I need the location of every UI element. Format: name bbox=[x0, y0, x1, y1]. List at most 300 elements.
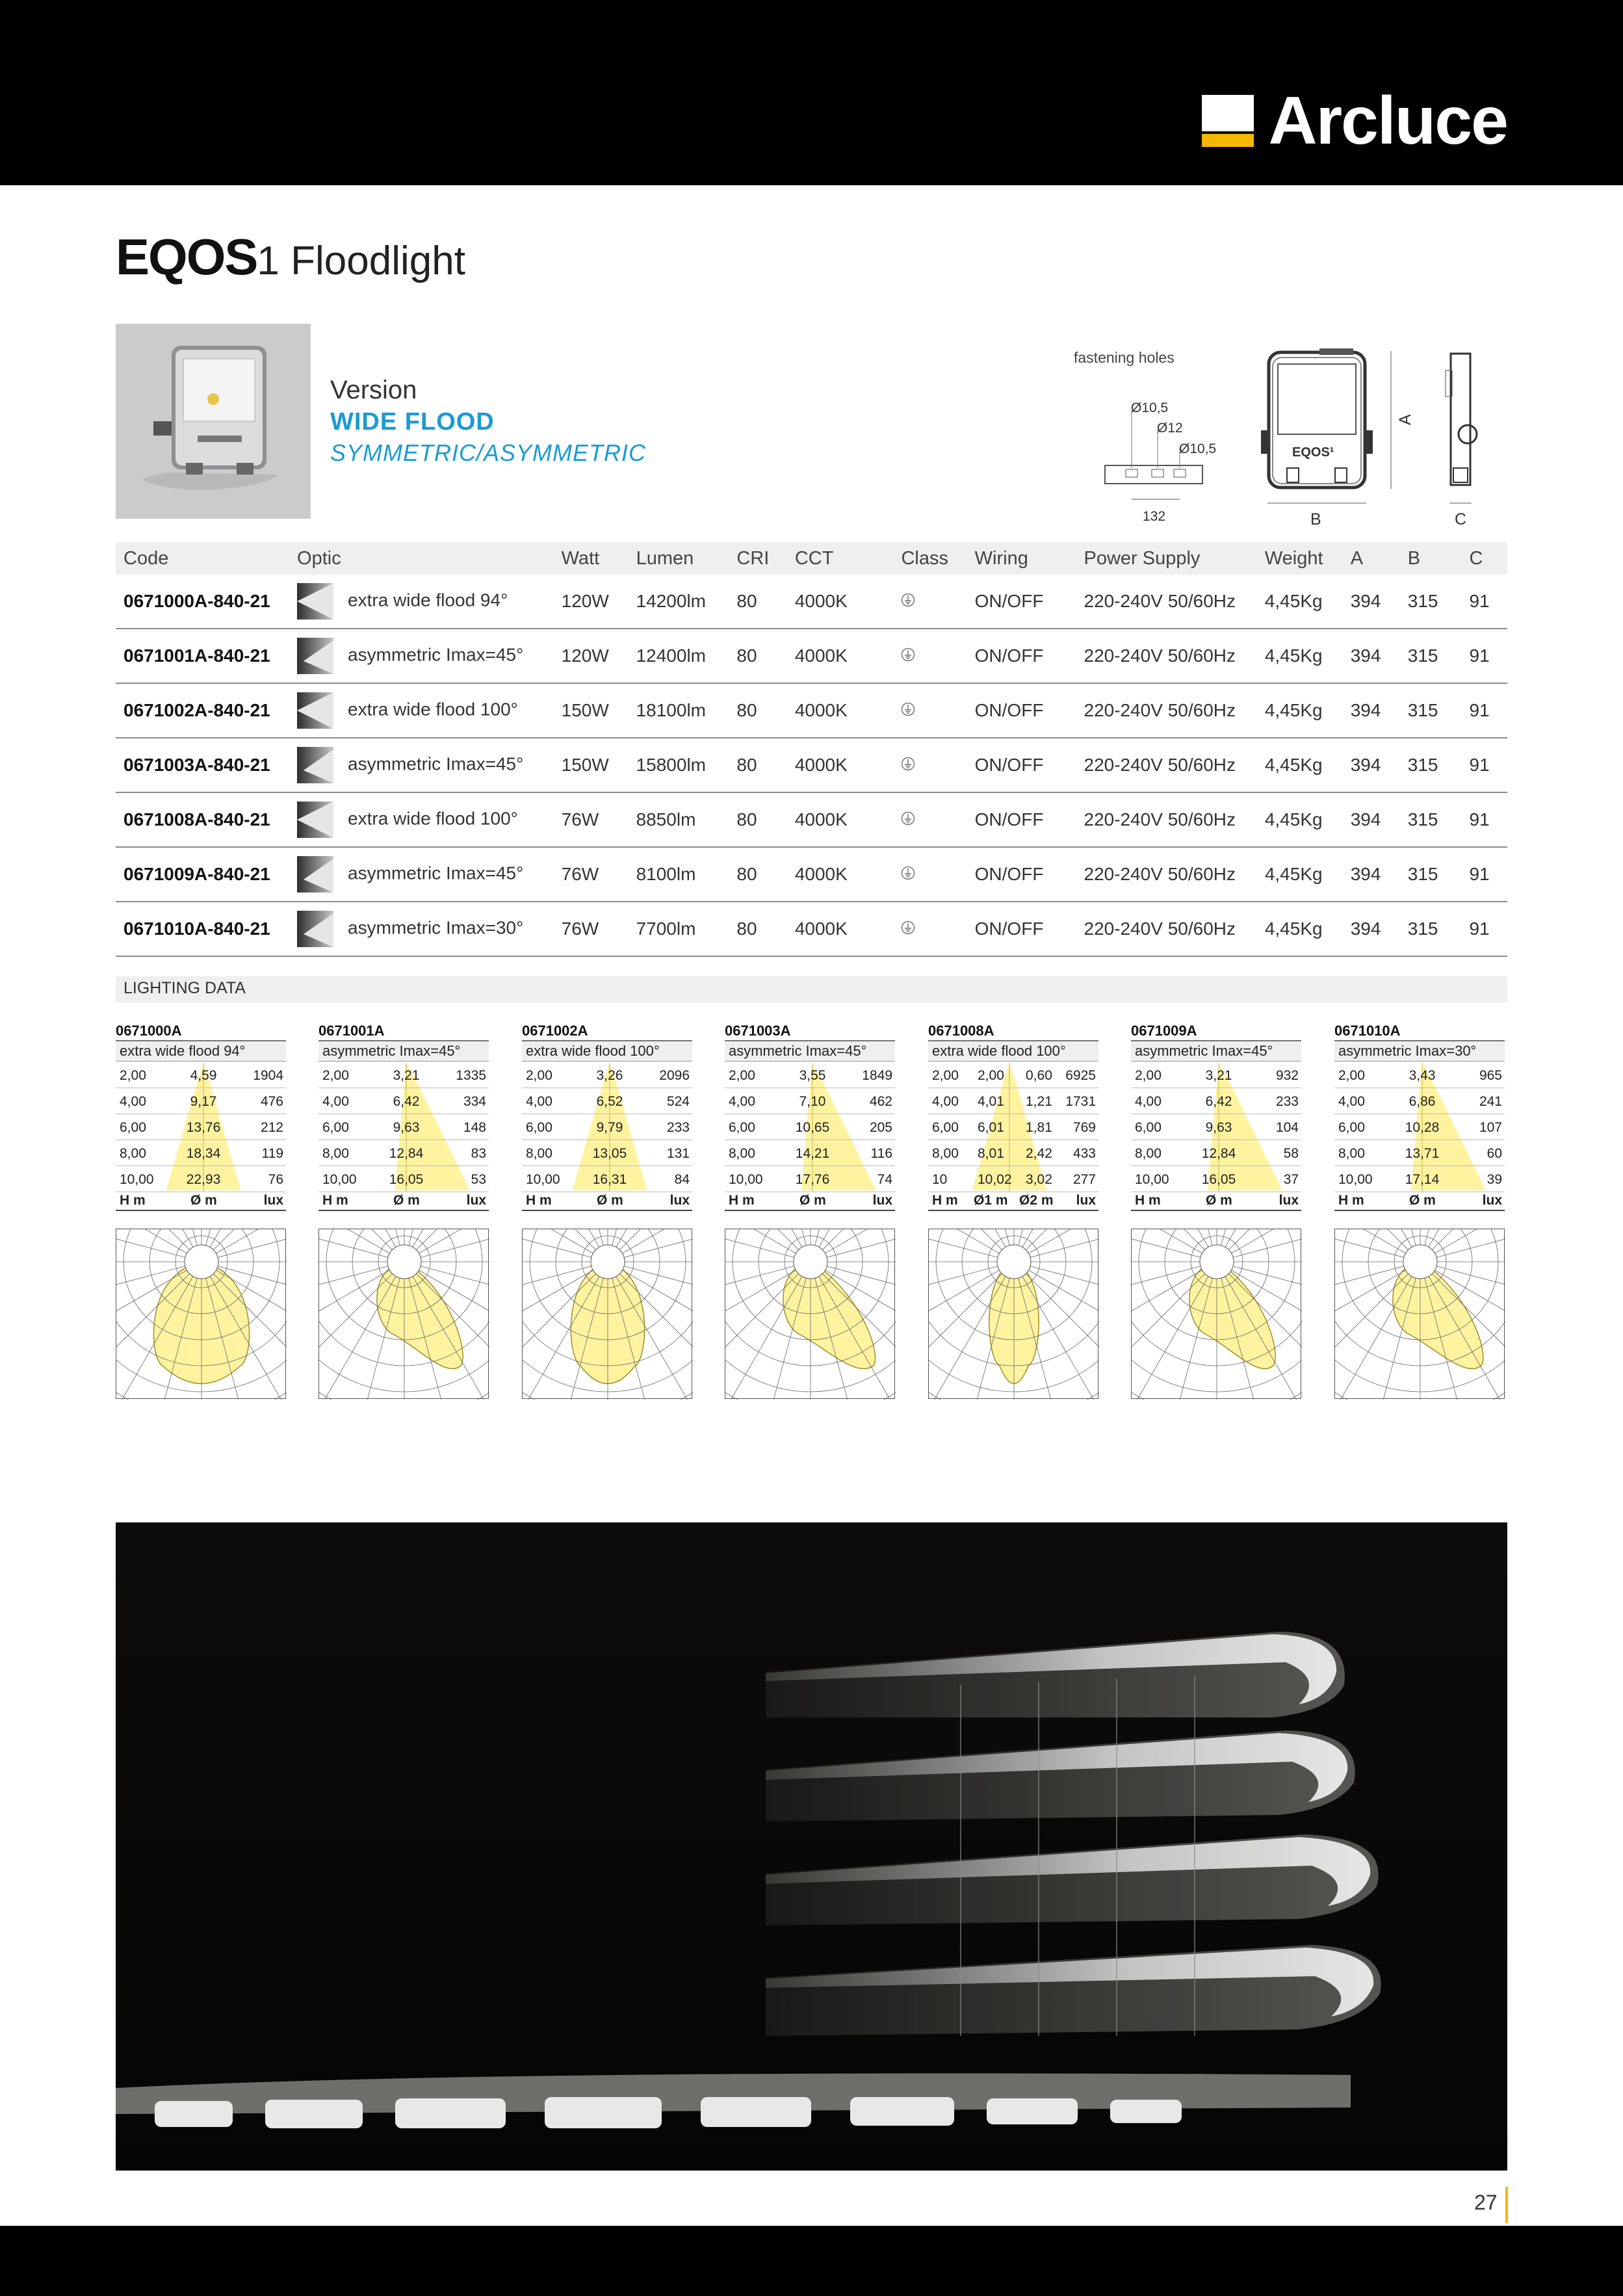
spec-row bbox=[116, 792, 1507, 847]
lighting-row bbox=[1131, 1114, 1301, 1140]
diameter-value: 16,05 bbox=[389, 1172, 424, 1187]
cell-lumen: 8100lm bbox=[629, 847, 729, 902]
height-value: 10,00 bbox=[1135, 1172, 1169, 1187]
cell-cri: 80 bbox=[729, 575, 786, 629]
cell-class bbox=[893, 902, 967, 956]
spec-row bbox=[116, 683, 1507, 738]
lighting-code: 0671008A bbox=[928, 1022, 1098, 1041]
lighting-row bbox=[1131, 1166, 1301, 1192]
lighting-row bbox=[928, 1166, 1098, 1192]
cell-lumen: 8850lm bbox=[629, 792, 729, 847]
diameter-value: 22,93 bbox=[186, 1172, 221, 1187]
lux-value: 116 bbox=[870, 1146, 892, 1161]
polar-diagram bbox=[1131, 1229, 1301, 1399]
lighting-data-label: LIGHTING DATA bbox=[123, 979, 246, 997]
diameter2-value: 0,60 bbox=[1026, 1068, 1052, 1083]
lighting-row bbox=[928, 1140, 1098, 1166]
diameter-value: 12,84 bbox=[1201, 1146, 1236, 1161]
lighting-row bbox=[725, 1140, 895, 1166]
page-title bbox=[116, 224, 465, 294]
cell-cri: 80 bbox=[729, 847, 786, 902]
cell-watt: 120W bbox=[554, 575, 629, 629]
diameter-value: 9,79 bbox=[596, 1120, 623, 1135]
cell-cri: 80 bbox=[729, 902, 786, 956]
diameter-value: 6,52 bbox=[596, 1094, 623, 1109]
nameplate-text: EQOS¹ bbox=[1292, 445, 1334, 460]
height-value: 2,00 bbox=[729, 1068, 755, 1083]
lighting-code: 0671000A bbox=[116, 1022, 286, 1041]
diameter2-value: 3,02 bbox=[1026, 1172, 1052, 1187]
cell-a: 394 bbox=[1343, 847, 1400, 902]
cell-power: 220-240V 50/60Hz bbox=[1076, 792, 1257, 847]
polar-diagram bbox=[116, 1229, 286, 1399]
lighting-row bbox=[522, 1114, 692, 1140]
diameter-value: 3,21 bbox=[1205, 1068, 1232, 1083]
lighting-row bbox=[318, 1062, 489, 1088]
height-value: 8,00 bbox=[526, 1146, 552, 1161]
lighting-row bbox=[1131, 1140, 1301, 1166]
lux-value: 1335 bbox=[456, 1068, 486, 1083]
lighting-header-cell: lux bbox=[263, 1193, 283, 1208]
lighting-header-cell: lux bbox=[1076, 1193, 1096, 1208]
optic-text: asymmetric Imax=30° bbox=[348, 917, 524, 938]
height-value: 4,00 bbox=[120, 1094, 146, 1109]
lighting-code: 0671003A bbox=[725, 1022, 895, 1041]
lighting-row bbox=[318, 1140, 489, 1166]
cell-optic bbox=[289, 738, 554, 792]
height-value: 2,00 bbox=[120, 1068, 146, 1083]
cell-cri: 80 bbox=[729, 792, 786, 847]
lux-value: 1904 bbox=[253, 1068, 283, 1083]
logo-text: Arcluce bbox=[1268, 83, 1507, 159]
lighting-header-cell: H m bbox=[1135, 1193, 1161, 1208]
lux-value: 148 bbox=[463, 1120, 486, 1135]
lighting-block bbox=[725, 1022, 895, 1208]
lux-value: 39 bbox=[1487, 1172, 1502, 1187]
cell-cct: 4000K bbox=[787, 738, 894, 792]
lighting-header-row bbox=[116, 1192, 286, 1211]
lighting-header-row bbox=[522, 1192, 692, 1211]
asymmetric-optic-icon bbox=[297, 856, 333, 893]
cell-code: 0671001A-840-21 bbox=[116, 629, 289, 683]
height-value: 10,00 bbox=[120, 1172, 154, 1187]
height-value: 4,00 bbox=[1338, 1094, 1365, 1109]
lux-value: 233 bbox=[666, 1120, 690, 1135]
height-value: 6,00 bbox=[322, 1120, 349, 1135]
lighting-row bbox=[116, 1140, 286, 1166]
diameter2-value: 1,81 bbox=[1026, 1120, 1052, 1135]
col-wiring: Wiring bbox=[967, 542, 1076, 575]
cell-lumen: 18100lm bbox=[629, 683, 729, 738]
lighting-row bbox=[1334, 1166, 1505, 1192]
cell-optic bbox=[289, 902, 554, 956]
height-value: 8,00 bbox=[932, 1146, 959, 1161]
cell-optic bbox=[289, 792, 554, 847]
lighting-header-cell: Ø1 m bbox=[974, 1193, 1008, 1208]
cell-weight: 4,45Kg bbox=[1257, 792, 1343, 847]
height-value: 4,00 bbox=[932, 1094, 959, 1109]
asymmetric-optic-icon bbox=[297, 911, 333, 947]
cell-cct: 4000K bbox=[787, 902, 894, 956]
lighting-code: 0671010A bbox=[1334, 1022, 1505, 1041]
polar-diagram bbox=[1334, 1229, 1505, 1399]
fastening-holes-label: fastening holes bbox=[1074, 349, 1175, 366]
diameter-value: 6,86 bbox=[1409, 1094, 1436, 1109]
cell-cct: 4000K bbox=[787, 792, 894, 847]
lighting-code: 0671001A bbox=[318, 1022, 489, 1041]
cell-weight: 4,45Kg bbox=[1257, 902, 1343, 956]
col-class: Class bbox=[893, 542, 967, 575]
height-value: 10 bbox=[932, 1172, 948, 1187]
cell-b: 315 bbox=[1400, 683, 1462, 738]
lighting-data-bar bbox=[116, 976, 1507, 1002]
diameter2-value: 1,21 bbox=[1026, 1094, 1052, 1109]
earth-class-icon bbox=[901, 921, 915, 939]
cell-a: 394 bbox=[1343, 683, 1400, 738]
lighting-code: 0671002A bbox=[522, 1022, 692, 1041]
cell-wiring: ON/OFF bbox=[967, 575, 1076, 629]
cell-b: 315 bbox=[1400, 738, 1462, 792]
lighting-row bbox=[1131, 1088, 1301, 1114]
lighting-block bbox=[522, 1022, 692, 1208]
diameter-value: 17,14 bbox=[1405, 1172, 1440, 1187]
col-code: Code bbox=[116, 542, 289, 575]
lighting-row bbox=[116, 1088, 286, 1114]
lighting-row bbox=[928, 1114, 1098, 1140]
lux-value: 932 bbox=[1275, 1068, 1299, 1083]
cell-code: 0671002A-840-21 bbox=[116, 683, 289, 738]
cell-class bbox=[893, 629, 967, 683]
cell-watt: 76W bbox=[554, 792, 629, 847]
cell-power: 220-240V 50/60Hz bbox=[1076, 575, 1257, 629]
lighting-desc: asymmetric Imax=45° bbox=[1131, 1041, 1301, 1062]
spec-table-header bbox=[116, 542, 1507, 575]
version-label: Version bbox=[330, 376, 417, 404]
height-value: 2,00 bbox=[1338, 1068, 1365, 1083]
cell-code: 0671010A-840-21 bbox=[116, 902, 289, 956]
height-value: 6,00 bbox=[120, 1120, 146, 1135]
lighting-block bbox=[1131, 1022, 1301, 1208]
lighting-row bbox=[725, 1166, 895, 1192]
cell-class bbox=[893, 792, 967, 847]
height-value: 4,00 bbox=[526, 1094, 552, 1109]
cell-cri: 80 bbox=[729, 683, 786, 738]
height-value: 10,00 bbox=[526, 1172, 560, 1187]
cell-power: 220-240V 50/60Hz bbox=[1076, 629, 1257, 683]
lighting-block bbox=[928, 1022, 1098, 1208]
lighting-header-cell: Ø m bbox=[1409, 1193, 1436, 1208]
lux-value: 1849 bbox=[862, 1068, 892, 1083]
cell-watt: 150W bbox=[554, 683, 629, 738]
col-watt: Watt bbox=[554, 542, 629, 575]
height-value: 8,00 bbox=[120, 1146, 146, 1161]
height-value: 8,00 bbox=[322, 1146, 349, 1161]
col-power-supply: Power Supply bbox=[1076, 542, 1257, 575]
cell-optic bbox=[289, 683, 554, 738]
hole-3-label: Ø10,5 bbox=[1179, 441, 1217, 456]
polar-center bbox=[1200, 1245, 1234, 1279]
height-value: 8,00 bbox=[1338, 1146, 1365, 1161]
cell-b: 315 bbox=[1400, 902, 1462, 956]
lighting-desc: asymmetric Imax=45° bbox=[318, 1041, 489, 1062]
height-value: 4,00 bbox=[1135, 1094, 1162, 1109]
lighting-row bbox=[1334, 1114, 1505, 1140]
diameter-value: 7,10 bbox=[799, 1094, 826, 1109]
version-name: WIDE FLOOD bbox=[330, 408, 495, 436]
lighting-row bbox=[318, 1088, 489, 1114]
lighting-header-cell: H m bbox=[932, 1193, 958, 1208]
cell-watt: 150W bbox=[554, 738, 629, 792]
lighting-header-row bbox=[725, 1192, 895, 1211]
diameter-value: 3,55 bbox=[799, 1068, 826, 1083]
cell-power: 220-240V 50/60Hz bbox=[1076, 847, 1257, 902]
col-optic: Optic bbox=[289, 542, 554, 575]
lux-value: 37 bbox=[1283, 1172, 1299, 1187]
symmetric-optic-icon bbox=[297, 692, 333, 729]
cell-watt: 76W bbox=[554, 847, 629, 902]
cell-c: 91 bbox=[1461, 902, 1507, 956]
optic-text: extra wide flood 94° bbox=[348, 590, 508, 610]
cell-wiring: ON/OFF bbox=[967, 738, 1076, 792]
cell-optic bbox=[289, 629, 554, 683]
lux-value: 205 bbox=[869, 1120, 892, 1135]
cell-weight: 4,45Kg bbox=[1257, 683, 1343, 738]
lighting-block bbox=[116, 1022, 286, 1208]
lux-value: 476 bbox=[260, 1094, 283, 1109]
height-value: 6,00 bbox=[729, 1120, 755, 1135]
lux-value: 433 bbox=[1072, 1146, 1096, 1161]
earth-class-icon bbox=[901, 648, 915, 666]
lux-value: 1731 bbox=[1065, 1094, 1096, 1109]
lighting-header-cell: Ø m bbox=[597, 1193, 623, 1208]
cell-power: 220-240V 50/60Hz bbox=[1076, 738, 1257, 792]
lux-value: 6925 bbox=[1065, 1068, 1096, 1083]
spec-row bbox=[116, 847, 1507, 902]
cell-class bbox=[893, 683, 967, 738]
lighting-row bbox=[522, 1088, 692, 1114]
cell-cct: 4000K bbox=[787, 629, 894, 683]
cell-lumen: 15800lm bbox=[629, 738, 729, 792]
page-number-accent bbox=[1505, 2187, 1508, 2223]
cell-c: 91 bbox=[1461, 683, 1507, 738]
lux-value: 83 bbox=[471, 1146, 486, 1161]
diameter2-value: 2,42 bbox=[1026, 1146, 1052, 1161]
lighting-row bbox=[116, 1062, 286, 1088]
lighting-header-cell: H m bbox=[1338, 1193, 1364, 1208]
lighting-block bbox=[1334, 1022, 1505, 1208]
lighting-row bbox=[928, 1062, 1098, 1088]
cell-wiring: ON/OFF bbox=[967, 683, 1076, 738]
cell-c: 91 bbox=[1461, 629, 1507, 683]
lighting-header-cell: lux bbox=[669, 1193, 690, 1208]
lighting-header-row bbox=[928, 1192, 1098, 1211]
polar-center bbox=[794, 1245, 827, 1279]
building-night-photo bbox=[116, 1522, 1507, 2171]
cell-wiring: ON/OFF bbox=[967, 792, 1076, 847]
lighting-row bbox=[928, 1088, 1098, 1114]
cell-c: 91 bbox=[1461, 792, 1507, 847]
lux-value: 84 bbox=[674, 1172, 690, 1187]
cell-b: 315 bbox=[1400, 792, 1462, 847]
polar-center bbox=[591, 1245, 625, 1279]
lux-value: 334 bbox=[463, 1094, 486, 1109]
cell-a: 394 bbox=[1343, 902, 1400, 956]
height-value: 10,00 bbox=[729, 1172, 763, 1187]
lux-value: 462 bbox=[869, 1094, 892, 1109]
lighting-header-cell: lux bbox=[872, 1193, 892, 1208]
lighting-row bbox=[318, 1114, 489, 1140]
cell-watt: 120W bbox=[554, 629, 629, 683]
polar-center bbox=[387, 1245, 421, 1279]
technical-drawing bbox=[1066, 345, 1508, 533]
lux-value: 241 bbox=[1479, 1094, 1502, 1109]
diameter-value: 17,76 bbox=[795, 1172, 830, 1187]
cell-lumen: 7700lm bbox=[629, 902, 729, 956]
diameter-value: 13,05 bbox=[592, 1146, 627, 1161]
product-photo bbox=[116, 324, 311, 519]
cell-class bbox=[893, 575, 967, 629]
cell-class bbox=[893, 847, 967, 902]
cell-code: 0671009A-840-21 bbox=[116, 847, 289, 902]
polar-diagram bbox=[318, 1229, 489, 1399]
height-value: 10,00 bbox=[1338, 1172, 1373, 1187]
dim-c-label: C bbox=[1455, 510, 1467, 528]
diameter-value: 13,71 bbox=[1405, 1146, 1440, 1161]
lighting-header-cell: Ø m bbox=[393, 1193, 420, 1208]
lux-value: 107 bbox=[1479, 1120, 1502, 1135]
earth-class-icon bbox=[901, 703, 915, 720]
diameter-value: 6,01 bbox=[978, 1120, 1004, 1135]
cell-a: 394 bbox=[1343, 792, 1400, 847]
dim-a-label: A bbox=[1396, 414, 1414, 425]
optic-text: asymmetric Imax=45° bbox=[348, 863, 524, 883]
diameter-value: 3,26 bbox=[596, 1068, 623, 1083]
diameter-value: 2,00 bbox=[978, 1068, 1004, 1083]
cell-wiring: ON/OFF bbox=[967, 847, 1076, 902]
cell-weight: 4,45Kg bbox=[1257, 738, 1343, 792]
col-weight: Weight bbox=[1257, 542, 1343, 575]
height-value: 2,00 bbox=[322, 1068, 349, 1083]
cell-wiring: ON/OFF bbox=[967, 629, 1076, 683]
cell-cct: 4000K bbox=[787, 683, 894, 738]
polar-center bbox=[1403, 1245, 1437, 1279]
earth-class-icon bbox=[901, 594, 915, 611]
col-c: C bbox=[1461, 542, 1507, 575]
cell-code: 0671003A-840-21 bbox=[116, 738, 289, 792]
lighting-header-cell: Ø m bbox=[190, 1193, 217, 1208]
cell-wiring: ON/OFF bbox=[967, 902, 1076, 956]
cell-optic bbox=[289, 575, 554, 629]
col-cct: CCT bbox=[787, 542, 894, 575]
lux-value: 74 bbox=[877, 1172, 892, 1187]
optic-text: extra wide flood 100° bbox=[348, 699, 518, 720]
lux-value: 131 bbox=[666, 1146, 690, 1161]
diameter-value: 4,59 bbox=[190, 1068, 217, 1083]
height-value: 6,00 bbox=[932, 1120, 959, 1135]
cell-cct: 4000K bbox=[787, 847, 894, 902]
cell-c: 91 bbox=[1461, 738, 1507, 792]
cell-c: 91 bbox=[1461, 847, 1507, 902]
asymmetric-optic-icon bbox=[297, 747, 333, 783]
lighting-code: 0671009A bbox=[1131, 1022, 1301, 1041]
title-sub: 1 Floodlight bbox=[257, 239, 465, 283]
diameter-value: 9,17 bbox=[190, 1094, 217, 1109]
cell-a: 394 bbox=[1343, 629, 1400, 683]
col-b: B bbox=[1400, 542, 1462, 575]
optic-text: extra wide flood 100° bbox=[348, 808, 518, 829]
earth-class-icon bbox=[901, 757, 915, 775]
lux-value: 76 bbox=[268, 1172, 283, 1187]
cell-lumen: 14200lm bbox=[629, 575, 729, 629]
diameter-value: 6,42 bbox=[1205, 1094, 1232, 1109]
asymmetric-optic-icon bbox=[297, 638, 333, 674]
spec-row bbox=[116, 902, 1507, 956]
lighting-row bbox=[725, 1114, 895, 1140]
diameter-value: 12,84 bbox=[389, 1146, 424, 1161]
lighting-block bbox=[318, 1022, 489, 1208]
polar-diagram bbox=[725, 1229, 895, 1399]
symmetric-optic-icon bbox=[297, 802, 333, 838]
height-value: 4,00 bbox=[729, 1094, 755, 1109]
lux-value: 119 bbox=[261, 1146, 283, 1161]
height-value: 10,00 bbox=[322, 1172, 357, 1187]
height-value: 2,00 bbox=[932, 1068, 959, 1083]
spec-row bbox=[116, 738, 1507, 792]
earth-class-icon bbox=[901, 867, 915, 884]
height-value: 6,00 bbox=[1135, 1120, 1162, 1135]
lux-value: 104 bbox=[1275, 1120, 1299, 1135]
cell-power: 220-240V 50/60Hz bbox=[1076, 902, 1257, 956]
diameter-value: 16,05 bbox=[1201, 1172, 1236, 1187]
lux-value: 524 bbox=[666, 1094, 690, 1109]
col-cri: CRI bbox=[729, 542, 786, 575]
footer-band bbox=[0, 2226, 1623, 2296]
lighting-header-row bbox=[1131, 1192, 1301, 1211]
lighting-desc: asymmetric Imax=45° bbox=[725, 1041, 895, 1062]
diameter-value: 10,65 bbox=[795, 1120, 830, 1135]
title-main: EQOS bbox=[116, 228, 257, 285]
lighting-row bbox=[1334, 1088, 1505, 1114]
spec-table bbox=[116, 542, 1507, 957]
spacing-label: 132 bbox=[1143, 509, 1166, 524]
diameter-value: 4,01 bbox=[978, 1094, 1004, 1109]
height-value: 8,00 bbox=[729, 1146, 755, 1161]
lux-value: 769 bbox=[1072, 1120, 1096, 1135]
cell-code: 0671008A-840-21 bbox=[116, 792, 289, 847]
cell-lumen: 12400lm bbox=[629, 629, 729, 683]
lighting-header-cell: H m bbox=[526, 1193, 552, 1208]
earth-class-icon bbox=[901, 812, 915, 829]
diameter-value: 6,42 bbox=[393, 1094, 420, 1109]
polar-center bbox=[185, 1245, 218, 1279]
lighting-header-cell: lux bbox=[466, 1193, 486, 1208]
height-value: 2,00 bbox=[526, 1068, 552, 1083]
hole-1-label: Ø10,5 bbox=[1131, 400, 1169, 415]
lighting-row bbox=[725, 1062, 895, 1088]
lighting-row bbox=[318, 1166, 489, 1192]
lighting-desc: asymmetric Imax=30° bbox=[1334, 1041, 1505, 1062]
cell-power: 220-240V 50/60Hz bbox=[1076, 683, 1257, 738]
polar-diagram bbox=[928, 1229, 1098, 1399]
cell-b: 315 bbox=[1400, 575, 1462, 629]
lighting-row bbox=[725, 1088, 895, 1114]
lighting-header-cell: Ø m bbox=[799, 1193, 826, 1208]
cell-watt: 76W bbox=[554, 902, 629, 956]
arcluce-logo[interactable] bbox=[1202, 83, 1507, 159]
diameter-value: 16,31 bbox=[592, 1172, 627, 1187]
diameter-value: 9,63 bbox=[393, 1120, 420, 1135]
cell-weight: 4,45Kg bbox=[1257, 575, 1343, 629]
